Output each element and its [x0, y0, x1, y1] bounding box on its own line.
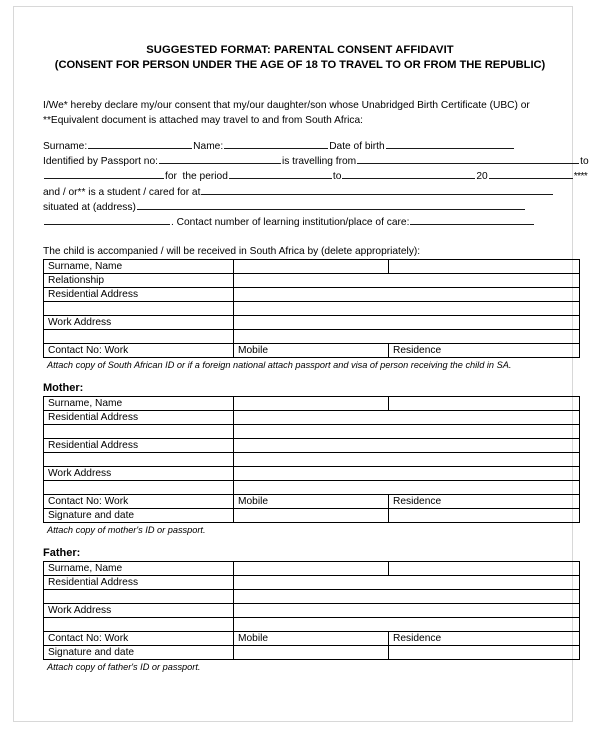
table-row — [44, 576, 580, 590]
asterisks-marker: **** — [573, 171, 588, 183]
row-label: Surname, Name — [44, 562, 234, 576]
row-value-cell[interactable] — [234, 453, 580, 467]
signature-date-cell[interactable] — [389, 509, 580, 523]
contact-residence-label: Residence — [389, 495, 580, 509]
signature-label: Signature and date — [44, 646, 234, 660]
row-value-cell-2[interactable] — [389, 562, 580, 576]
table-row — [44, 274, 580, 288]
period-to-input[interactable] — [342, 169, 475, 179]
row-label: Surname, Name — [44, 260, 234, 274]
intro-line-2: **Equivalent document is attached may travel to and from South Africa: — [43, 114, 363, 126]
dob-input[interactable] — [386, 139, 514, 149]
row-value-cell[interactable] — [234, 330, 580, 344]
row-label: Relationship — [44, 274, 234, 288]
row-label — [44, 425, 234, 439]
title-line-2: (CONSENT FOR PERSON UNDER THE AGE OF 18 TO TRAVEL TO OR FROM THE REPUBLIC) — [54, 59, 546, 71]
contact-mobile-label: Mobile — [234, 344, 389, 358]
contact-mobile-label: Mobile — [234, 495, 389, 509]
table-row — [44, 439, 580, 453]
name-input[interactable] — [224, 139, 328, 149]
contact-work-label: Contact No: Work — [44, 344, 234, 358]
table-row — [44, 330, 580, 344]
father-section-heading: Father: — [43, 547, 81, 560]
table-row-contact — [44, 495, 580, 509]
accompanied-lead-in: The child is accompanied / will be received in South Africa by (delete appropriately): — [43, 246, 421, 258]
row-label — [44, 330, 234, 344]
table-row — [44, 302, 580, 316]
row-label: Residential Address — [44, 576, 234, 590]
signature-date-cell[interactable] — [389, 646, 580, 660]
contact-work-label: Contact No: Work — [44, 495, 234, 509]
contact-residence-label: Residence — [389, 344, 580, 358]
row-value-cell[interactable] — [234, 481, 580, 495]
travelling-from-input[interactable] — [357, 154, 579, 164]
passport-input[interactable] — [159, 154, 281, 164]
row-value-cell[interactable] — [234, 562, 389, 576]
row-label — [44, 302, 234, 316]
row-label: Work Address — [44, 467, 234, 481]
document-content — [43, 43, 589, 673]
table-row — [44, 288, 580, 302]
table-row-signature — [44, 646, 580, 660]
row-value-cell[interactable] — [234, 397, 389, 411]
accompanied-table — [43, 259, 580, 358]
to-label-middle: to — [332, 171, 342, 183]
table-row-contact — [44, 632, 580, 646]
table-row — [44, 604, 580, 618]
child-details-fields — [43, 139, 589, 230]
row-value-cell[interactable] — [234, 288, 580, 302]
table-row — [44, 425, 580, 439]
institution-address-input-2[interactable] — [44, 215, 170, 225]
for-the-period-label: for the period — [165, 171, 228, 183]
row-label — [44, 618, 234, 632]
row-label: Residential Address — [44, 411, 234, 425]
to-label-trailing: to — [580, 156, 589, 168]
father-table — [43, 561, 580, 660]
field-line-student — [43, 185, 557, 200]
row-label: Work Address — [44, 604, 234, 618]
table-row — [44, 562, 580, 576]
row-value-cell-2[interactable] — [389, 397, 580, 411]
row-value-cell[interactable] — [234, 316, 580, 330]
institution-address-input[interactable] — [137, 200, 525, 210]
document-page — [13, 6, 589, 722]
mother-table — [43, 396, 580, 523]
row-value-cell[interactable] — [234, 467, 580, 481]
table-row — [44, 453, 580, 467]
row-value-cell[interactable] — [234, 260, 389, 274]
title-line-1: SUGGESTED FORMAT: PARENTAL CONSENT AFFIDAVIT — [146, 44, 454, 56]
contact-mobile-label: Mobile — [234, 632, 389, 646]
row-value-cell[interactable] — [234, 439, 580, 453]
name-label: Name: — [193, 141, 224, 152]
row-value-cell[interactable] — [234, 302, 580, 316]
surname-input[interactable] — [88, 139, 192, 149]
table-row — [44, 481, 580, 495]
field-line-passport-travelling — [43, 154, 589, 169]
table-row-contact — [44, 344, 580, 358]
row-value-cell[interactable] — [234, 604, 580, 618]
contact-work-label: Contact No: Work — [44, 632, 234, 646]
row-value-cell[interactable] — [234, 274, 580, 288]
row-value-cell[interactable] — [234, 576, 580, 590]
institution-contact-label: . Contact number of learning institution/place of care: — [171, 217, 410, 229]
signature-cell[interactable] — [234, 646, 389, 660]
contact-residence-label: Residence — [389, 632, 580, 646]
row-label: Residential Address — [44, 288, 234, 302]
mother-section-heading: Mother: — [43, 382, 84, 395]
row-value-cell-2[interactable] — [389, 260, 580, 274]
institution-contact-input[interactable] — [410, 215, 534, 225]
table-row — [44, 316, 580, 330]
table-row — [44, 590, 580, 604]
field-line-institution-contact — [43, 215, 557, 230]
mother-footnote: Attach copy of mother's ID or passport. — [47, 525, 206, 536]
travelling-to-input[interactable] — [44, 169, 164, 179]
signature-label: Signature and date — [44, 509, 234, 523]
table-row — [44, 618, 580, 632]
signature-cell[interactable] — [234, 509, 389, 523]
table-row — [44, 411, 580, 425]
father-footnote: Attach copy of father's ID or passport. — [47, 662, 201, 673]
dob-label: Date of birth — [329, 141, 385, 152]
intro-paragraph — [43, 99, 557, 128]
student-label: and / or** is a student / cared for at — [43, 186, 201, 198]
page-title — [43, 43, 557, 73]
intro-line-1: I/We* hereby declare my/our consent that my/our daughter/son whose Unabridged Birth Certificate (UBC) or — [43, 100, 530, 111]
row-value-cell[interactable] — [234, 590, 580, 604]
table-row-signature — [44, 509, 580, 523]
year-prefix-label: 20 — [476, 171, 488, 183]
travelling-from-label: is travelling from — [281, 156, 357, 168]
row-label: Work Address — [44, 316, 234, 330]
row-value-cell[interactable] — [234, 618, 580, 632]
field-line-period — [43, 169, 588, 184]
row-label — [44, 590, 234, 604]
period-from-input[interactable] — [229, 169, 332, 179]
table-row — [44, 260, 580, 274]
student-institution-input[interactable] — [201, 185, 553, 195]
surname-label: Surname: — [43, 141, 88, 152]
row-label: Residential Address — [44, 439, 234, 453]
row-label — [44, 481, 234, 495]
field-line-situated — [43, 200, 557, 215]
row-value-cell[interactable] — [234, 411, 580, 425]
year-input[interactable] — [489, 169, 573, 179]
row-label: Surname, Name — [44, 397, 234, 411]
table-row — [44, 467, 580, 481]
table-row — [44, 397, 580, 411]
passport-label: Identified by Passport no: — [43, 156, 158, 168]
accompanied-footnote: Attach copy of South African ID or if a foreign national attach passport and visa of person receiving the child in SA. — [47, 360, 512, 371]
row-value-cell[interactable] — [234, 425, 580, 439]
situated-label: situated at (address) — [43, 201, 136, 213]
field-line-surname-name-dob — [43, 139, 557, 154]
row-label — [44, 453, 234, 467]
